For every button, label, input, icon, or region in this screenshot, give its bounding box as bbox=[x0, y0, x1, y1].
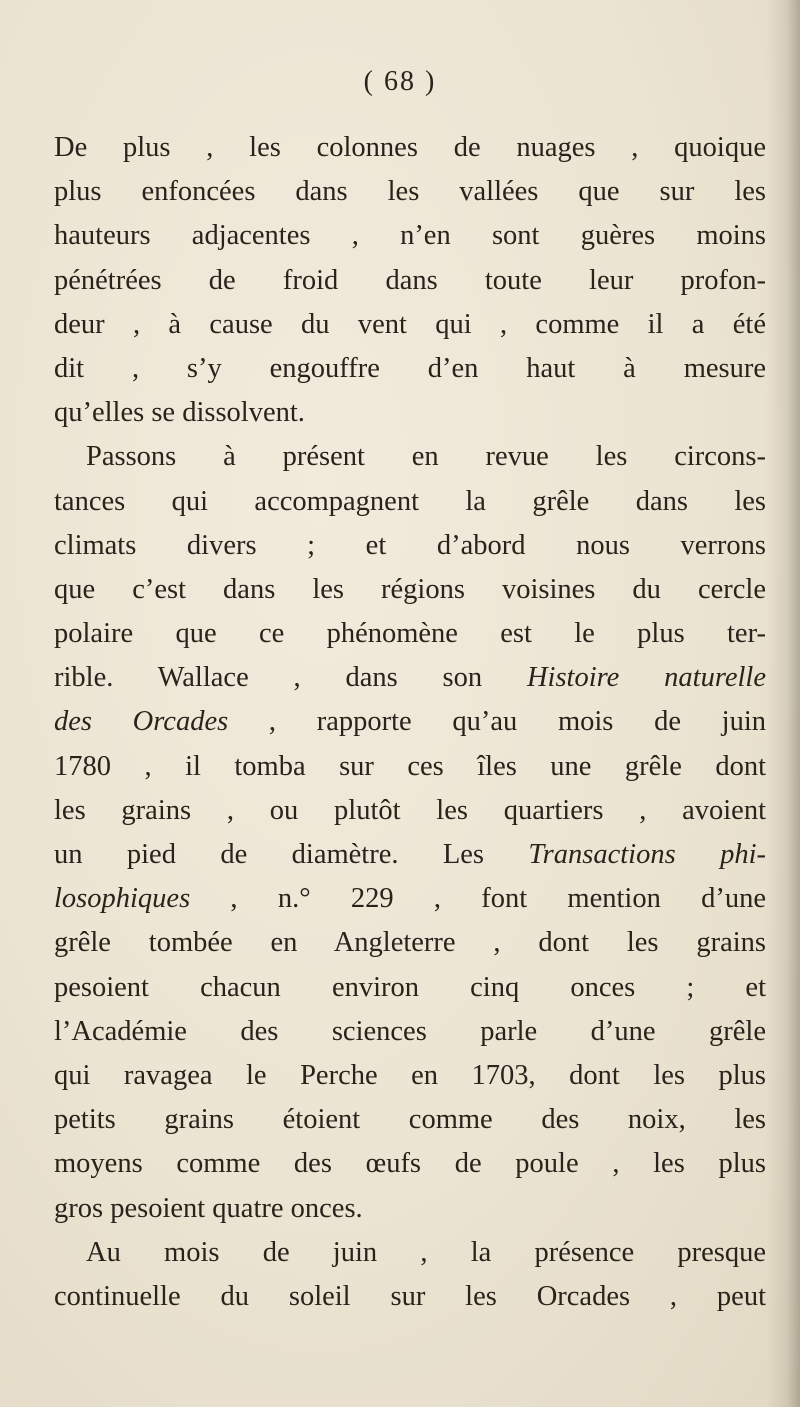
text-line: Passons à présent en revue les circons- bbox=[86, 441, 766, 473]
text-line: continuelle du soleil sur les Orcades , peut bbox=[54, 1280, 766, 1312]
text-line: pesoient chacun environ cinq onces ; et bbox=[54, 971, 766, 1003]
text-line: losophiques , n.° 229 , font mention d’une bbox=[54, 883, 766, 915]
text-line: petits grains étoient comme des noix, les bbox=[54, 1104, 766, 1136]
text-line: un pied de diamètre. Les Transactions phi- bbox=[54, 839, 766, 870]
text-line: que c’est dans les régions voisines du cercle bbox=[54, 573, 766, 605]
text-line: deur , à cause du vent qui , comme il a été bbox=[54, 308, 766, 340]
text-line: polaire que ce phénomène est le plus ter- bbox=[54, 618, 766, 650]
text-line: climats divers ; et d’abord nous verrons bbox=[54, 529, 766, 561]
italic-title: losophiques bbox=[54, 883, 191, 915]
page-number: ( 68 ) bbox=[363, 66, 437, 97]
text-line: plus enfoncées dans les vallées que sur les bbox=[54, 176, 766, 208]
text-line: 1780 , il tomba sur ces îles une grêle dont bbox=[54, 750, 766, 782]
italic-title: Transactions phi- bbox=[528, 839, 766, 870]
text-line: dit , s’y engouffre d’en haut à mesure bbox=[54, 352, 766, 384]
page-edge-shadow bbox=[766, 0, 800, 1407]
text-line: moyens comme des œufs de poule , les plus bbox=[54, 1148, 766, 1180]
text-line: pénétrées de froid dans toute leur profon- bbox=[54, 264, 766, 296]
text-line: qu’elles se dissolvent. bbox=[54, 397, 305, 429]
body-text bbox=[54, 126, 766, 1319]
text-line: l’Académie des sciences parle d’une grêle bbox=[54, 1015, 766, 1047]
text-line: gros pesoient quatre onces. bbox=[54, 1192, 363, 1224]
text-line: grêle tombée en Angleterre , dont les grains bbox=[54, 927, 766, 959]
text-line: De plus , les colonnes de nuages , quoique bbox=[54, 132, 766, 163]
text-line: qui ravagea le Perche en 1703, dont les plus bbox=[54, 1059, 766, 1091]
italic-title: des Orcades bbox=[54, 706, 229, 738]
text-line: rible. Wallace , dans son Histoire naturelle bbox=[54, 662, 766, 694]
text-line: tances qui accompagnent la grêle dans les bbox=[54, 485, 766, 517]
text-line: des Orcades , rapporte qu’au mois de juin bbox=[54, 706, 766, 738]
text-line: les grains , ou plutôt les quartiers , avoient bbox=[54, 794, 766, 826]
text-line: hauteurs adjacentes , n’en sont guères moins bbox=[54, 220, 766, 252]
text-line: Au mois de juin , la présence presque bbox=[86, 1236, 766, 1268]
italic-title: Histoire naturelle bbox=[526, 662, 766, 694]
